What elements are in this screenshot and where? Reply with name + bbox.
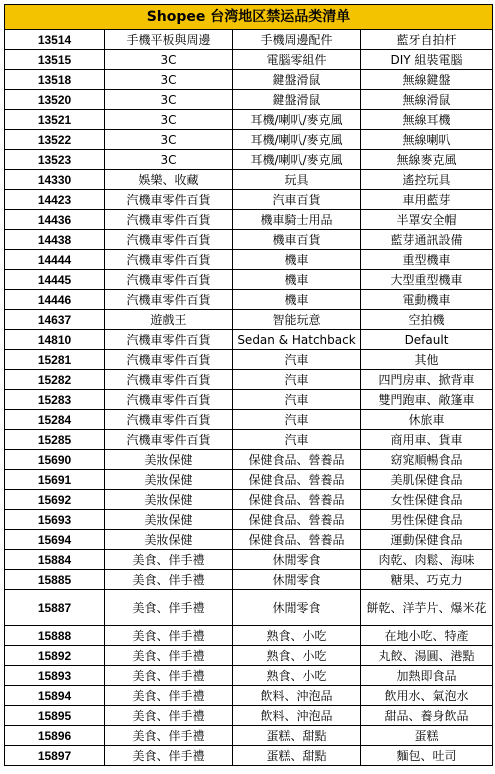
level2-category-cell: 鍵盤滑鼠 [233,90,361,110]
table-row [5,570,493,590]
level1-category-cell: 美妝保健 [105,530,233,550]
category-id-cell: 14423 [5,190,105,210]
category-id-cell: 15897 [5,746,105,766]
level3-category-cell: 重型機車 [361,250,493,270]
table-row [5,646,493,666]
category-id-cell: 15885 [5,570,105,590]
title-row [5,5,493,30]
category-id-cell: 15888 [5,626,105,646]
level2-category-cell: 智能玩意 [233,310,361,330]
level3-category-cell: 其他 [361,350,493,370]
level1-category-cell: 3C [105,150,233,170]
table-row [5,530,493,550]
level3-category-cell: 丸餃、湯圓、港點 [361,646,493,666]
level3-category-cell: 無線耳機 [361,110,493,130]
table-row [5,686,493,706]
level3-category-cell: 雙門跑車、敞篷車 [361,390,493,410]
level3-category-cell: 肉乾、肉鬆、海味 [361,550,493,570]
level2-category-cell: 電腦零組件 [233,50,361,70]
category-id-cell: 15284 [5,410,105,430]
table-row [5,726,493,746]
prohibited-items-table [4,4,493,766]
level3-category-cell: 美肌保健食品 [361,470,493,490]
table-row [5,130,493,150]
level2-category-cell: 汽車百貨 [233,190,361,210]
level2-category-cell: 汽車 [233,410,361,430]
category-id-cell: 13520 [5,90,105,110]
level1-category-cell: 3C [105,70,233,90]
category-id-cell: 15285 [5,430,105,450]
category-id-cell: 14438 [5,230,105,250]
level2-category-cell: 汽車 [233,370,361,390]
table-row [5,90,493,110]
level1-category-cell: 美食、伴手禮 [105,706,233,726]
level1-category-cell: 汽機車零件百貨 [105,230,233,250]
category-id-cell: 13515 [5,50,105,70]
table-row [5,430,493,450]
table-row [5,270,493,290]
level2-category-cell: 機車 [233,270,361,290]
level1-category-cell: 汽機車零件百貨 [105,430,233,450]
level3-category-cell: 糖果、巧克力 [361,570,493,590]
table-row [5,706,493,726]
level1-category-cell: 美食、伴手禮 [105,666,233,686]
table-row [5,290,493,310]
level3-category-cell: 男性保健食品 [361,510,493,530]
category-id-cell: 15283 [5,390,105,410]
table-row [5,350,493,370]
level3-category-cell: 窈窕順暢食品 [361,450,493,470]
level2-category-cell: 熟食、小吃 [233,646,361,666]
level1-category-cell: 汽機車零件百貨 [105,350,233,370]
level3-category-cell: 無線鍵盤 [361,70,493,90]
level1-category-cell: 汽機車零件百貨 [105,270,233,290]
table-row [5,30,493,50]
level3-category-cell: 空拍機 [361,310,493,330]
level2-category-cell: 蛋糕、甜點 [233,726,361,746]
level1-category-cell: 美妝保健 [105,470,233,490]
level3-category-cell: 運動保健食品 [361,530,493,550]
category-id-cell: 14436 [5,210,105,230]
category-id-cell: 15282 [5,370,105,390]
level1-category-cell: 手機平板與周邊 [105,30,233,50]
level1-category-cell: 3C [105,110,233,130]
level1-category-cell: 汽機車零件百貨 [105,250,233,270]
level2-category-cell: 汽車 [233,430,361,450]
level2-category-cell: 玩具 [233,170,361,190]
level3-category-cell: 休旅車 [361,410,493,430]
category-id-cell: 14637 [5,310,105,330]
category-id-cell: 14445 [5,270,105,290]
level1-category-cell: 汽機車零件百貨 [105,290,233,310]
level2-category-cell: 汽車 [233,350,361,370]
level3-category-cell: 遙控玩具 [361,170,493,190]
level1-category-cell: 汽機車零件百貨 [105,390,233,410]
level2-category-cell: 耳機/喇叭/麥克風 [233,110,361,130]
level1-category-cell: 汽機車零件百貨 [105,330,233,350]
table-row [5,150,493,170]
table-row [5,626,493,646]
table-row [5,230,493,250]
table-body [5,30,493,766]
level1-category-cell: 美食、伴手禮 [105,570,233,590]
level2-category-cell: 蛋糕、甜點 [233,746,361,766]
level3-category-cell: Default [361,330,493,350]
table-row [5,550,493,570]
level2-category-cell: 保健食品、營養品 [233,470,361,490]
level1-category-cell: 美妝保健 [105,450,233,470]
level1-category-cell: 美妝保健 [105,510,233,530]
table-row [5,746,493,766]
category-id-cell: 14810 [5,330,105,350]
category-id-cell: 13523 [5,150,105,170]
level2-category-cell: 汽車 [233,390,361,410]
category-id-cell: 14444 [5,250,105,270]
table-row [5,210,493,230]
level1-category-cell: 汽機車零件百貨 [105,410,233,430]
table-row [5,370,493,390]
level3-category-cell: 甜品、養身飲品 [361,706,493,726]
table-row [5,190,493,210]
table-row [5,70,493,90]
level3-category-cell: 在地小吃、特產 [361,626,493,646]
category-id-cell: 15896 [5,726,105,746]
table-row [5,250,493,270]
level2-category-cell: 休閒零食 [233,570,361,590]
level2-category-cell: 休閒零食 [233,590,361,626]
table-title: Shopee 台湾地区禁运品类清单 [5,5,493,30]
level2-category-cell: 保健食品、營養品 [233,450,361,470]
table-row [5,590,493,626]
level2-category-cell: 耳機/喇叭/麥克風 [233,130,361,150]
level2-category-cell: 休閒零食 [233,550,361,570]
level2-category-cell: 保健食品、營養品 [233,510,361,530]
level2-category-cell: 飲料、沖泡品 [233,706,361,726]
level2-category-cell: 飲料、沖泡品 [233,686,361,706]
level2-category-cell: 保健食品、營養品 [233,530,361,550]
table-row [5,410,493,430]
category-id-cell: 15893 [5,666,105,686]
category-id-cell: 13521 [5,110,105,130]
category-id-cell: 13522 [5,130,105,150]
level3-category-cell: 車用藍芽 [361,190,493,210]
level3-category-cell: 商用車、貨車 [361,430,493,450]
level1-category-cell: 汽機車零件百貨 [105,190,233,210]
category-id-cell: 15694 [5,530,105,550]
table-row [5,310,493,330]
level1-category-cell: 3C [105,50,233,70]
category-id-cell: 13518 [5,70,105,90]
level3-category-cell: 麵包、吐司 [361,746,493,766]
category-id-cell: 15894 [5,686,105,706]
level2-category-cell: 機車騎士用品 [233,210,361,230]
level1-category-cell: 汽機車零件百貨 [105,210,233,230]
level3-category-cell: 無線喇叭 [361,130,493,150]
level3-category-cell: 半罩安全帽 [361,210,493,230]
level2-category-cell: 機車 [233,290,361,310]
level3-category-cell: DIY 組裝電腦 [361,50,493,70]
table-row [5,390,493,410]
level1-category-cell: 美食、伴手禮 [105,746,233,766]
level1-category-cell: 3C [105,90,233,110]
level3-category-cell: 蛋糕 [361,726,493,746]
level1-category-cell: 3C [105,130,233,150]
level1-category-cell: 美食、伴手禮 [105,626,233,646]
level1-category-cell: 美妝保健 [105,490,233,510]
level2-category-cell: 耳機/喇叭/麥克風 [233,150,361,170]
category-id-cell: 15884 [5,550,105,570]
category-id-cell: 15692 [5,490,105,510]
level3-category-cell: 餅乾、洋芋片、爆米花 [361,590,493,626]
category-id-cell: 15892 [5,646,105,666]
table-row [5,666,493,686]
level1-category-cell: 美食、伴手禮 [105,590,233,626]
category-id-cell: 15690 [5,450,105,470]
level3-category-cell: 藍芽通訊設備 [361,230,493,250]
level1-category-cell: 汽機車零件百貨 [105,370,233,390]
level2-category-cell: 鍵盤滑鼠 [233,70,361,90]
category-id-cell: 13514 [5,30,105,50]
category-id-cell: 14330 [5,170,105,190]
level2-category-cell: 機車 [233,250,361,270]
level3-category-cell: 女性保健食品 [361,490,493,510]
level1-category-cell: 遊戲王 [105,310,233,330]
level3-category-cell: 加熱即食品 [361,666,493,686]
level1-category-cell: 美食、伴手禮 [105,686,233,706]
table-row [5,330,493,350]
category-id-cell: 15691 [5,470,105,490]
level2-category-cell: 熟食、小吃 [233,666,361,686]
level3-category-cell: 大型重型機車 [361,270,493,290]
level1-category-cell: 美食、伴手禮 [105,726,233,746]
table-row [5,50,493,70]
level3-category-cell: 飲用水、氣泡水 [361,686,493,706]
level3-category-cell: 四門房車、掀背車 [361,370,493,390]
level3-category-cell: 藍牙自拍杆 [361,30,493,50]
level2-category-cell: 手機周邊配件 [233,30,361,50]
level1-category-cell: 娛樂、收藏 [105,170,233,190]
level3-category-cell: 電動機車 [361,290,493,310]
table-row [5,170,493,190]
category-id-cell: 14446 [5,290,105,310]
category-id-cell: 15895 [5,706,105,726]
level2-category-cell: Sedan & Hatchback [233,330,361,350]
table-row [5,510,493,530]
table-row [5,470,493,490]
level1-category-cell: 美食、伴手禮 [105,550,233,570]
level2-category-cell: 保健食品、營養品 [233,490,361,510]
category-id-cell: 15281 [5,350,105,370]
level2-category-cell: 熟食、小吃 [233,626,361,646]
category-id-cell: 15693 [5,510,105,530]
table-row [5,450,493,470]
level3-category-cell: 無線麥克風 [361,150,493,170]
category-id-cell: 15887 [5,590,105,626]
level2-category-cell: 機車百貨 [233,230,361,250]
table-row [5,490,493,510]
level1-category-cell: 美食、伴手禮 [105,646,233,666]
level3-category-cell: 無線滑鼠 [361,90,493,110]
table-row [5,110,493,130]
